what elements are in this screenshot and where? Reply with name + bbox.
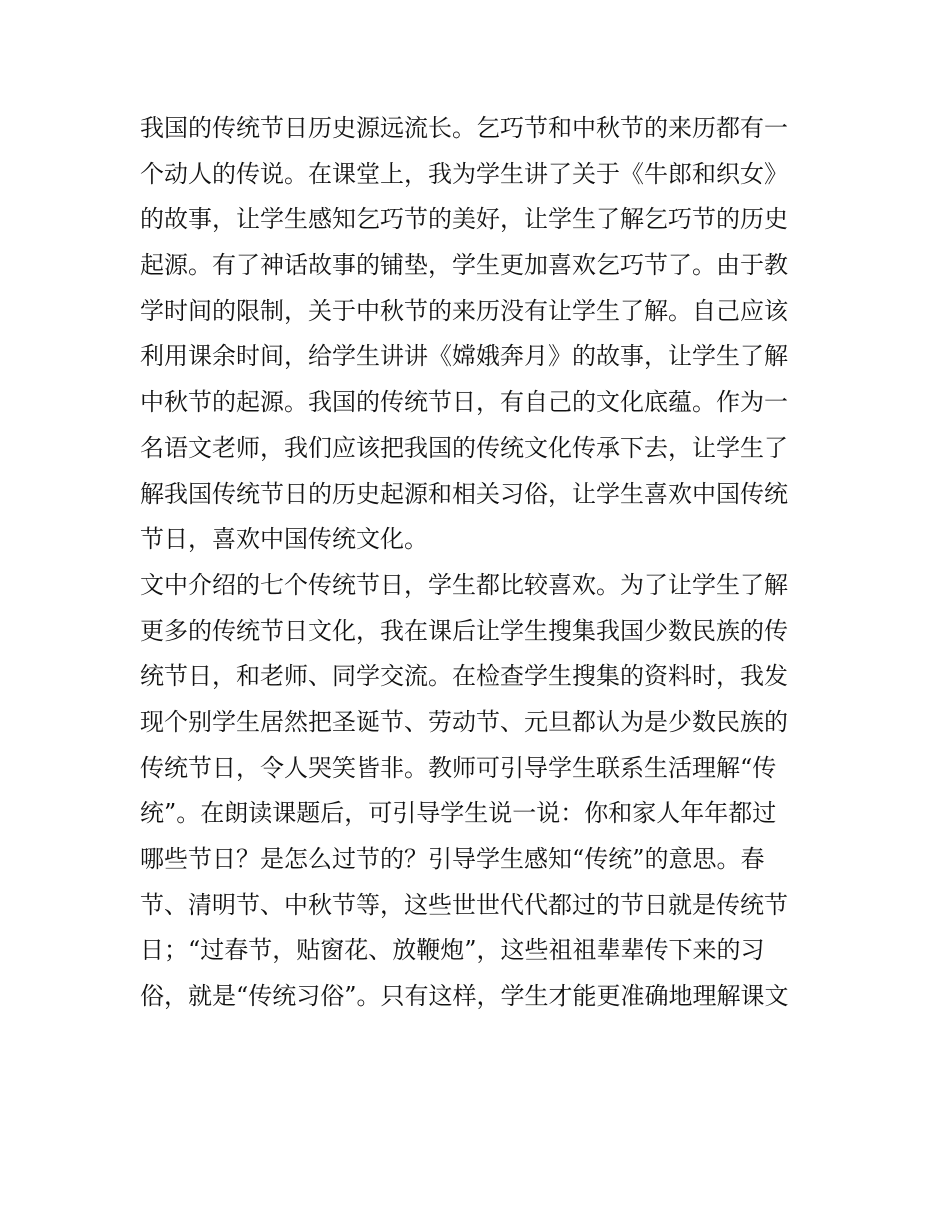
- text-line: 现个别学生居然把圣诞节、劳动节、元旦都认为是少数民族的: [140, 707, 788, 736]
- text-line: 更多的传统节日文化，我在课后让学生搜集我国少数民族的传: [140, 616, 788, 645]
- text-line: 中秋节的起源。我国的传统节日，有自己的文化底蕴。作为一: [140, 388, 788, 417]
- text-line: 统节日，和老师、同学交流。在检查学生搜集的资料时，我发: [140, 662, 788, 691]
- text-line: 解我国传统节日的历史起源和相关习俗，让学生喜欢中国传统: [140, 479, 788, 508]
- text-line: 我国的传统节日历史源远流长。乞巧节和中秋节的来历都有一: [140, 114, 788, 142]
- text-line: 节日，喜欢中国传统文化。: [140, 525, 428, 554]
- text-line: 节、清明节、中秋节等，这些世世代代都过的节日就是传统节: [140, 890, 788, 919]
- text-line: 日；“过春节，贴窗花、放鞭炮”，这些祖祖辈辈传下来的习: [140, 936, 765, 965]
- text-line: 哪些节日？是怎么过节的？引导学生感知“传统”的意思。春: [140, 845, 765, 873]
- text-line: 俗，就是“传统习俗”。只有这样，学生才能更准确地理解课文: [140, 982, 789, 1011]
- text-line: 利用课余时间，给学生讲讲《嫦娥奔月》的故事，让学生了解: [140, 342, 788, 371]
- text-line: 传统节日，令人哭笑皆非。教师可引导学生联系生活理解“传: [140, 753, 777, 782]
- text-line: 学时间的限制，关于中秋节的来历没有让学生了解。自己应该: [140, 296, 788, 325]
- text-line: 起源。有了神话故事的铺垫，学生更加喜欢乞巧节了。由于教: [140, 251, 788, 280]
- text-line: 统”。在朗读课题后，可引导学生说一说：你和家人年年都过: [140, 799, 777, 828]
- text-line: 名语文老师，我们应该把我国的传统文化传承下去，让学生了: [140, 433, 788, 462]
- text-line: 个动人的传说。在课堂上，我为学生讲了关于《牛郎和织女》: [140, 159, 788, 188]
- text-line: 的故事，让学生感知乞巧节的美好，让学生了解乞巧节的历史: [140, 205, 788, 234]
- body-text: [140, 106, 830, 1020]
- text-line: 文中介绍的七个传统节日，学生都比较喜欢。为了让学生了解: [140, 570, 788, 599]
